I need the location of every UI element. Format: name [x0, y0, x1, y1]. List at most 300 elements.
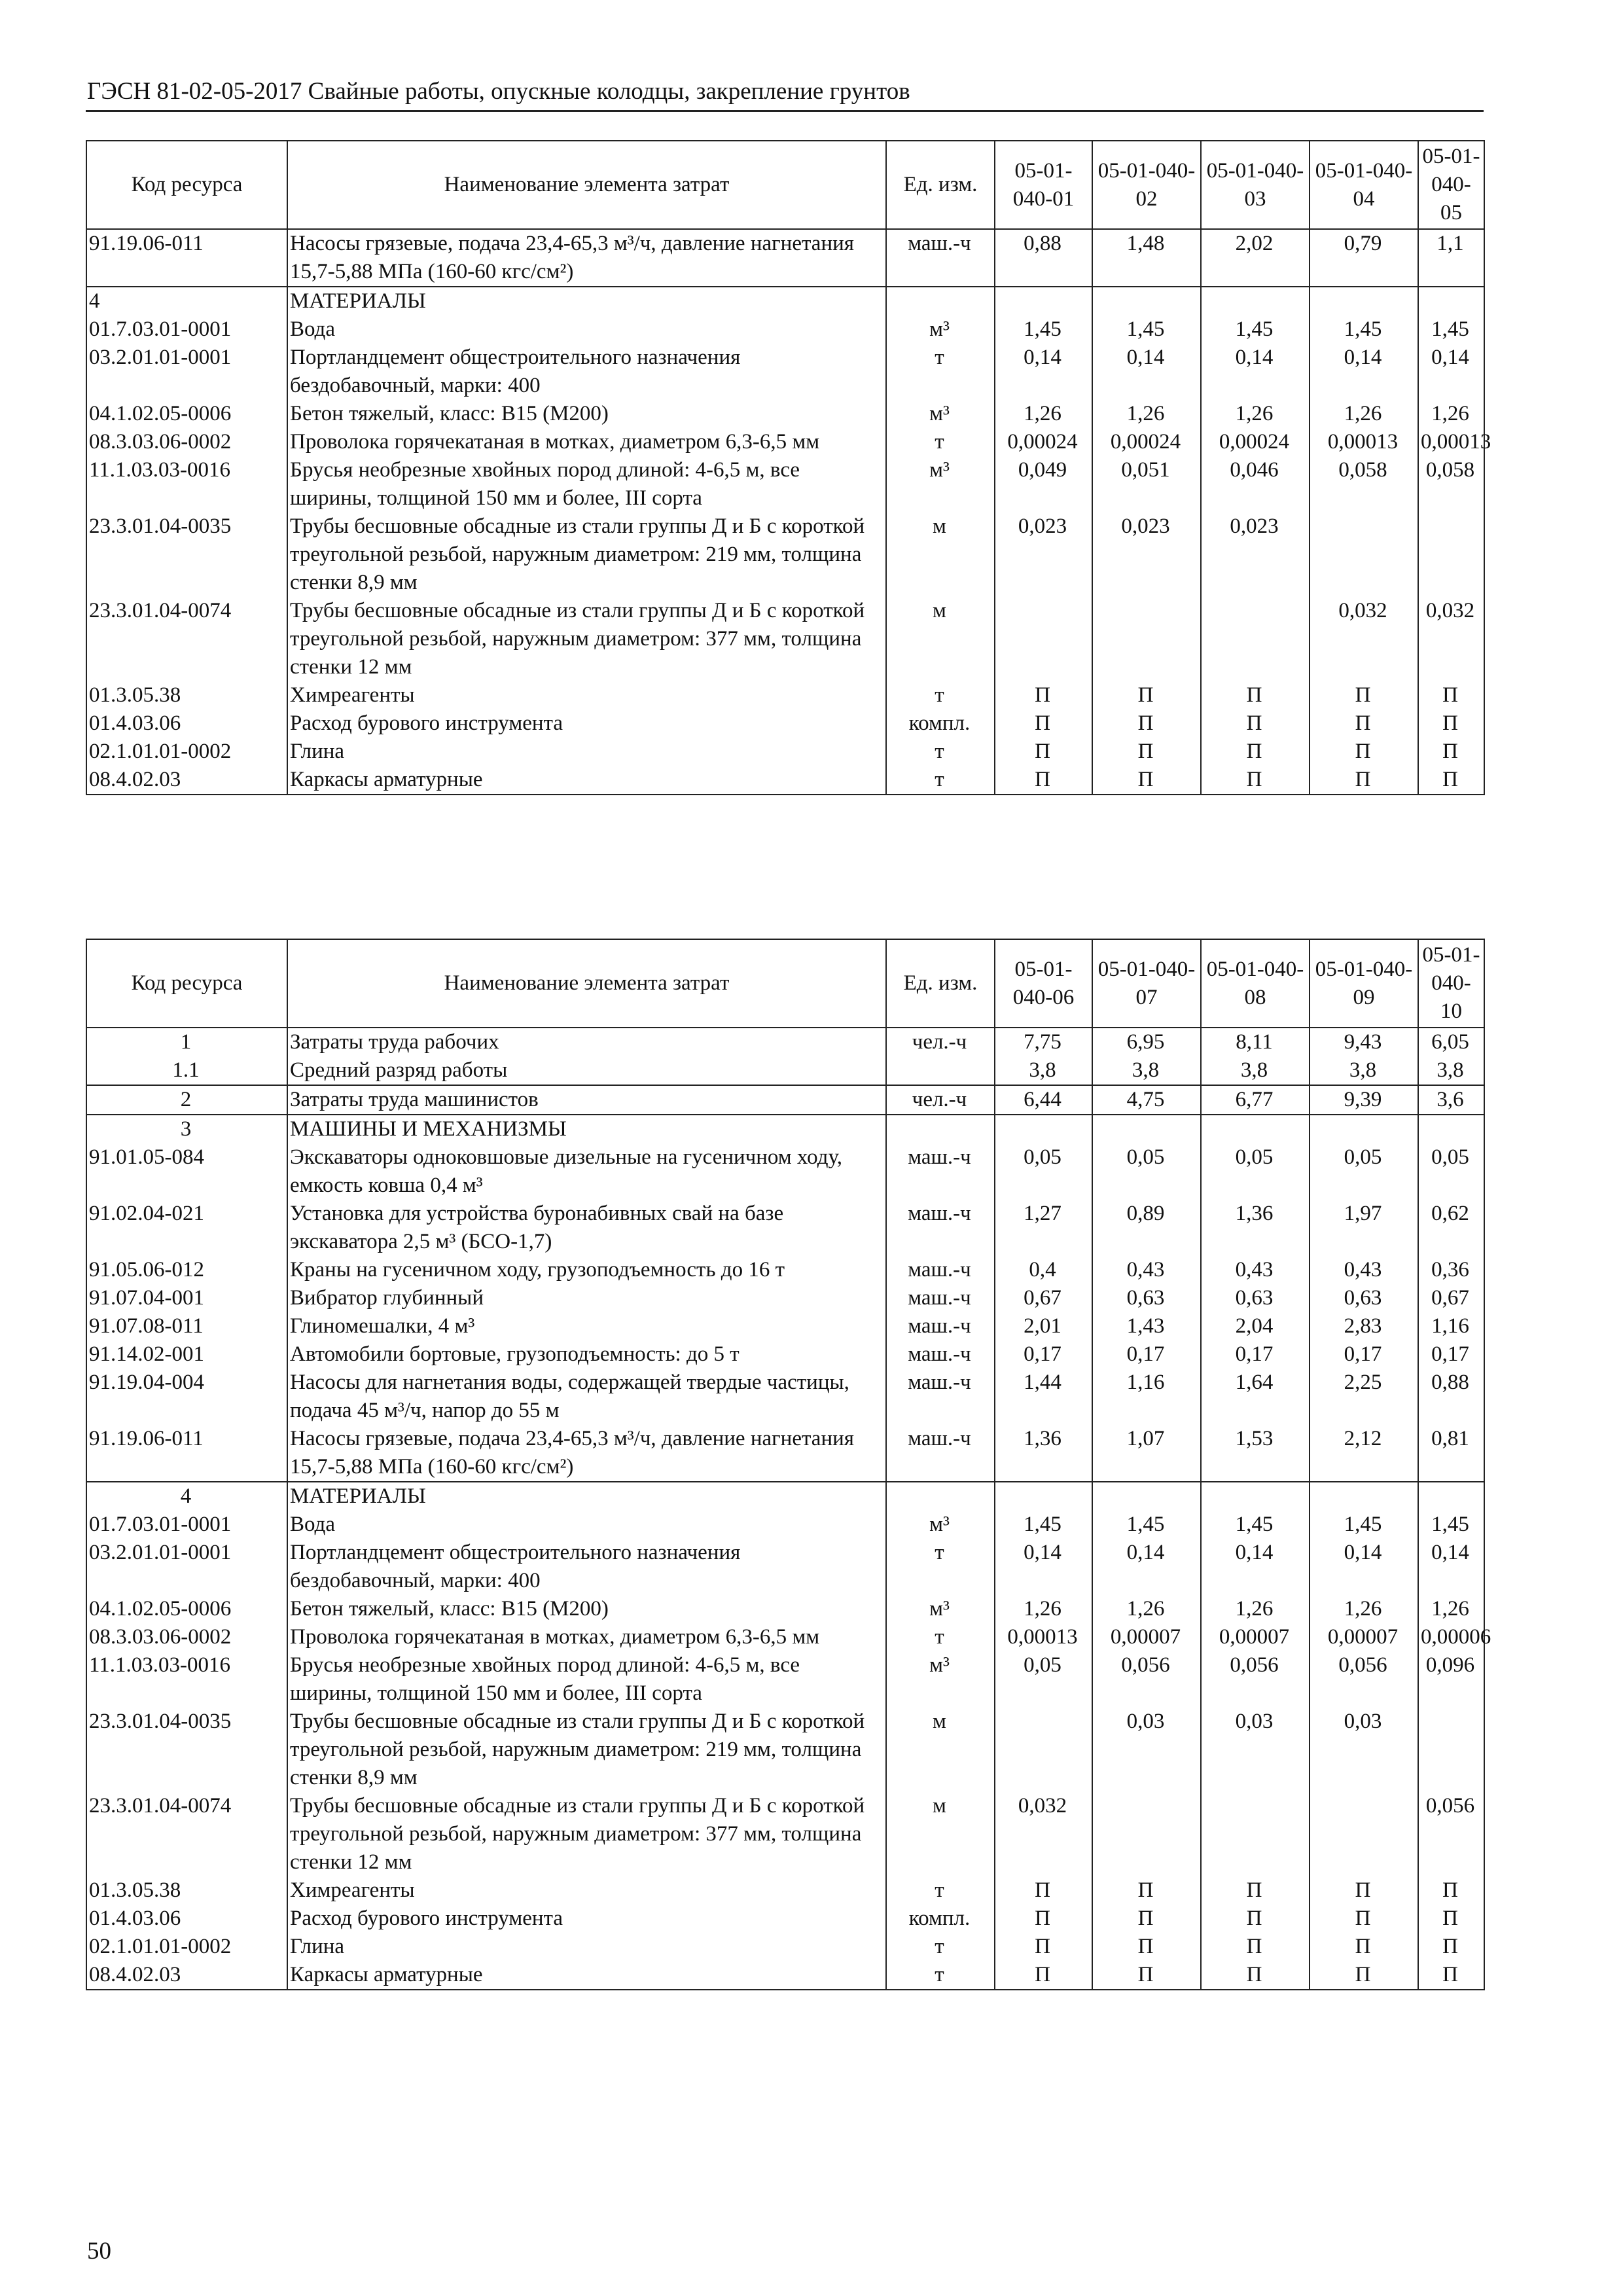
resource-code-cell: 11.1.03.03-0016	[86, 1651, 287, 1708]
norm-value-cell: 1,45	[1092, 315, 1201, 344]
norm-value-cell: 0,67	[1418, 1284, 1484, 1312]
norm-value-cell: 0,81	[1418, 1425, 1484, 1482]
unit-cell: м	[886, 1708, 995, 1792]
norm-value-cell: 0,00007	[1310, 1623, 1418, 1651]
resource-code-cell: 1.1	[86, 1056, 287, 1085]
norm-value-cell: П	[995, 738, 1092, 766]
table-row	[86, 1539, 1484, 1595]
unit-cell: м³	[886, 1511, 995, 1539]
norm-value-cell: П	[1201, 1933, 1310, 1961]
resource-code-cell: 3	[86, 1115, 287, 1143]
norm-value-cell: П	[1092, 709, 1201, 738]
document-header-title: ГЭСН 81-02-05-2017 Свайные работы, опускные колодцы, закрепление грунтов	[87, 78, 910, 105]
norm-value-cell	[1201, 1115, 1310, 1143]
resource-name-cell: Глина	[287, 738, 886, 766]
norm-value-cell: 0,63	[1092, 1284, 1201, 1312]
resource-name-cell: Бетон тяжелый, класс: В15 (М200)	[287, 400, 886, 428]
norm-value-cell: 3,8	[1418, 1056, 1484, 1085]
table-row	[86, 1623, 1484, 1651]
column-header-norm: 05-01-040-05	[1418, 141, 1484, 229]
resource-code-cell: 01.4.03.06	[86, 1905, 287, 1933]
norm-value-cell: 1,45	[1418, 1511, 1484, 1539]
table-row	[86, 400, 1484, 428]
norm-value-cell: П	[1092, 1933, 1201, 1961]
norm-value-cell: П	[1201, 681, 1310, 709]
resource-code-cell: 23.3.01.04-0074	[86, 1792, 287, 1876]
norm-value-cell: 1,45	[1418, 315, 1484, 344]
norm-value-cell	[1092, 1115, 1201, 1143]
resource-name-cell: Каркасы арматурные	[287, 766, 886, 795]
norm-value-cell: 0,00024	[995, 428, 1092, 456]
norm-value-cell: П	[1201, 1961, 1310, 1990]
norm-value-cell: П	[1310, 1876, 1418, 1905]
resource-code-cell: 23.3.01.04-0035	[86, 1708, 287, 1792]
resource-name-cell: Трубы бесшовные обсадные из стали группы Д и Б с короткой треугольной резьбой, наружным диаметром: 377 мм, толщина стенки 12 мм	[287, 597, 886, 681]
table-row	[86, 1284, 1484, 1312]
norm-value-cell: 1,26	[1310, 400, 1418, 428]
unit-cell: компл.	[886, 709, 995, 738]
norm-value-cell: П	[1418, 681, 1484, 709]
table-row	[86, 1312, 1484, 1340]
norm-value-cell: 0,14	[1092, 344, 1201, 400]
norm-value-cell: 0,023	[995, 512, 1092, 597]
resource-name-cell: Установка для устройства буронабивных свай на базе экскаватора 2,5 м³ (БСО-1,7)	[287, 1200, 886, 1256]
norm-value-cell: П	[1092, 681, 1201, 709]
resource-code-cell: 02.1.01.01-0002	[86, 1933, 287, 1961]
norm-value-cell: П	[1418, 1961, 1484, 1990]
norm-value-cell: 2,02	[1201, 229, 1310, 287]
resource-code-cell: 23.3.01.04-0035	[86, 512, 287, 597]
unit-cell: т	[886, 1933, 995, 1961]
norm-value-cell: 1,48	[1092, 229, 1201, 287]
table-row	[86, 1056, 1484, 1085]
table-header-row	[86, 141, 1484, 229]
norm-value-cell: 1,26	[1092, 400, 1201, 428]
norm-value-cell: П	[1418, 1905, 1484, 1933]
norm-value-cell: 0,05	[995, 1651, 1092, 1708]
norm-value-cell	[1092, 1482, 1201, 1511]
norm-value-cell: П	[1418, 738, 1484, 766]
norm-value-cell	[995, 1482, 1092, 1511]
resource-name-cell: Портландцемент общестроительного назначения бездобавочный, марки: 400	[287, 1539, 886, 1595]
page-number: 50	[87, 2238, 111, 2265]
norm-value-cell: 0,058	[1310, 456, 1418, 512]
column-header-norm: 05-01-040-02	[1092, 141, 1201, 229]
table-row	[86, 1792, 1484, 1876]
unit-cell: маш.-ч	[886, 1340, 995, 1369]
norm-value-cell: 1,45	[1310, 315, 1418, 344]
norm-value-cell: 1,26	[1201, 400, 1310, 428]
norm-value-cell: 0,88	[1418, 1369, 1484, 1425]
norm-value-cell	[1092, 1792, 1201, 1876]
norm-value-cell: 1,26	[1092, 1595, 1201, 1623]
unit-cell: т	[886, 428, 995, 456]
table-row	[86, 1200, 1484, 1256]
norm-value-cell: 0,63	[1201, 1284, 1310, 1312]
column-header-norm: 05-01-040-10	[1418, 939, 1484, 1028]
resource-code-cell: 01.3.05.38	[86, 681, 287, 709]
resource-code-cell: 01.7.03.01-0001	[86, 315, 287, 344]
norm-value-cell: 6,05	[1418, 1028, 1484, 1056]
norm-value-cell: 4,75	[1092, 1085, 1201, 1115]
resource-name-cell: Вибратор глубинный	[287, 1284, 886, 1312]
resource-name-cell: Расход бурового инструмента	[287, 1905, 886, 1933]
unit-cell: т	[886, 766, 995, 795]
norm-value-cell: 0,43	[1092, 1256, 1201, 1284]
norm-value-cell: 0,62	[1418, 1200, 1484, 1256]
table-row	[86, 1028, 1484, 1056]
resource-name-cell: МАТЕРИАЛЫ	[287, 287, 886, 315]
norm-value-cell: 0,032	[1418, 597, 1484, 681]
norm-value-cell: 2,25	[1310, 1369, 1418, 1425]
norm-value-cell: 0,67	[995, 1284, 1092, 1312]
norm-value-cell: П	[1310, 1905, 1418, 1933]
norm-value-cell: П	[1310, 766, 1418, 795]
norm-value-cell: 0,00013	[995, 1623, 1092, 1651]
resource-code-cell: 03.2.01.01-0001	[86, 1539, 287, 1595]
norm-value-cell: 0,17	[995, 1340, 1092, 1369]
norm-value-cell: 0,00013	[1418, 428, 1484, 456]
norm-value-cell: 6,95	[1092, 1028, 1201, 1056]
norm-value-cell: П	[995, 1905, 1092, 1933]
unit-cell: м	[886, 597, 995, 681]
norm-value-cell: 1,26	[1418, 1595, 1484, 1623]
table-row	[86, 1905, 1484, 1933]
norm-value-cell: 0,051	[1092, 456, 1201, 512]
norm-value-cell	[1310, 512, 1418, 597]
resource-name-cell: Трубы бесшовные обсадные из стали группы Д и Б с короткой треугольной резьбой, наружным диаметром: 219 мм, толщина стенки 8,9 мм	[287, 1708, 886, 1792]
norm-value-cell	[1201, 597, 1310, 681]
resource-code-cell: 91.05.06-012	[86, 1256, 287, 1284]
norm-value-cell: П	[1092, 738, 1201, 766]
norm-value-cell: 0,43	[1310, 1256, 1418, 1284]
table-row	[86, 1933, 1484, 1961]
table-row	[86, 1961, 1484, 1990]
norm-value-cell: П	[1092, 1905, 1201, 1933]
table-row	[86, 1115, 1484, 1143]
norm-value-cell: П	[1310, 738, 1418, 766]
column-header-code: Код ресурса	[86, 939, 287, 1028]
norm-value-cell: 0,79	[1310, 229, 1418, 287]
norm-value-cell: 0,14	[995, 344, 1092, 400]
table-row	[86, 1369, 1484, 1425]
norm-value-cell: 0,05	[1092, 1143, 1201, 1200]
norm-value-cell: 0,05	[995, 1143, 1092, 1200]
column-header-norm: 05-01-040-07	[1092, 939, 1201, 1028]
unit-cell: маш.-ч	[886, 1143, 995, 1200]
norm-value-cell: 1,53	[1201, 1425, 1310, 1482]
table-row	[86, 1651, 1484, 1708]
norm-value-cell: П	[1092, 1961, 1201, 1990]
unit-cell: т	[886, 1623, 995, 1651]
table-row	[86, 287, 1484, 315]
resource-name-cell: Бетон тяжелый, класс: В15 (М200)	[287, 1595, 886, 1623]
norm-value-cell: 1,26	[995, 1595, 1092, 1623]
table-row	[86, 512, 1484, 597]
norm-value-cell: 0,049	[995, 456, 1092, 512]
norm-value-cell: П	[995, 1961, 1092, 1990]
norm-value-cell: П	[1310, 1933, 1418, 1961]
table-row	[86, 709, 1484, 738]
norm-value-cell	[1418, 287, 1484, 315]
unit-cell	[886, 287, 995, 315]
norm-value-cell	[1310, 1792, 1418, 1876]
unit-cell: т	[886, 681, 995, 709]
resource-name-cell: Экскаваторы одноковшовые дизельные на гусеничном ходу, емкость ковша 0,4 м³	[287, 1143, 886, 1200]
resource-name-cell: Химреагенты	[287, 681, 886, 709]
resource-code-cell: 23.3.01.04-0074	[86, 597, 287, 681]
resource-name-cell: МАШИНЫ И МЕХАНИЗМЫ	[287, 1115, 886, 1143]
norm-value-cell: 1,64	[1201, 1369, 1310, 1425]
resource-name-cell: Трубы бесшовные обсадные из стали группы Д и Б с короткой треугольной резьбой, наружным диаметром: 219 мм, толщина стенки 8,9 мм	[287, 512, 886, 597]
table-header-row	[86, 939, 1484, 1028]
norm-value-cell: 1,45	[995, 315, 1092, 344]
norm-value-cell: 3,8	[1201, 1056, 1310, 1085]
table-row	[86, 315, 1484, 344]
norm-value-cell: 8,11	[1201, 1028, 1310, 1056]
norm-value-cell: П	[1310, 709, 1418, 738]
resource-code-cell: 01.7.03.01-0001	[86, 1511, 287, 1539]
unit-cell: чел.-ч	[886, 1028, 995, 1056]
unit-cell: т	[886, 344, 995, 400]
norm-value-cell: 0,032	[1310, 597, 1418, 681]
norm-value-cell: 0,032	[995, 1792, 1092, 1876]
unit-cell: маш.-ч	[886, 1369, 995, 1425]
resource-code-cell: 4	[86, 1482, 287, 1511]
norm-value-cell	[1310, 1482, 1418, 1511]
resource-code-cell: 1	[86, 1028, 287, 1056]
table-row	[86, 597, 1484, 681]
norm-value-cell: 0,17	[1418, 1340, 1484, 1369]
table-body	[86, 1028, 1491, 1990]
norm-value-cell: 0,056	[1310, 1651, 1418, 1708]
norm-value-cell: 1,97	[1310, 1200, 1418, 1256]
resource-code-cell: 91.19.06-011	[86, 229, 287, 287]
resource-name-cell: Портландцемент общестроительного назначения бездобавочный, марки: 400	[287, 344, 886, 400]
norm-value-cell: 0,36	[1418, 1256, 1484, 1284]
table-row	[86, 1143, 1484, 1200]
unit-cell: т	[886, 738, 995, 766]
norm-value-cell: П	[1418, 709, 1484, 738]
column-header-norm: 05-01-040-08	[1201, 939, 1310, 1028]
norm-value-cell: П	[995, 1933, 1092, 1961]
resource-name-cell: Глиномешалки, 4 м³	[287, 1312, 886, 1340]
resource-code-cell: 01.4.03.06	[86, 709, 287, 738]
norm-value-cell: 2,01	[995, 1312, 1092, 1340]
resource-table-2	[86, 939, 1491, 1990]
unit-cell	[886, 1482, 995, 1511]
table-row	[86, 1340, 1484, 1369]
norm-value-cell	[995, 1115, 1092, 1143]
resource-name-cell: Брусья необрезные хвойных пород длиной: 4-6,5 м, все ширины, толщиной 150 мм и более, III сорта	[287, 456, 886, 512]
resource-name-cell: Насосы грязевые, подача 23,4-65,3 м³/ч, давление нагнетания 15,7-5,88 МПа (160-60 кгс/см²)	[287, 229, 886, 287]
resource-name-cell: Расход бурового инструмента	[287, 709, 886, 738]
unit-cell: т	[886, 1539, 995, 1595]
resource-name-cell: Проволока горячекатаная в мотках, диаметром 6,3-6,5 мм	[287, 428, 886, 456]
resource-code-cell: 91.07.04-001	[86, 1284, 287, 1312]
norm-value-cell: 1,44	[995, 1369, 1092, 1425]
norm-value-cell: 0,14	[1310, 1539, 1418, 1595]
resource-code-cell: 08.3.03.06-0002	[86, 428, 287, 456]
table-row	[86, 738, 1484, 766]
resource-code-cell: 02.1.01.01-0002	[86, 738, 287, 766]
table-body	[86, 229, 1491, 795]
table-row	[86, 456, 1484, 512]
norm-value-cell: 0,023	[1092, 512, 1201, 597]
unit-cell: компл.	[886, 1905, 995, 1933]
resource-name-cell: Затраты труда рабочих	[287, 1028, 886, 1056]
norm-value-cell: 0,14	[995, 1539, 1092, 1595]
norm-value-cell: 0,05	[1418, 1143, 1484, 1200]
norm-value-cell: 0,14	[1310, 344, 1418, 400]
resource-code-cell: 91.19.04-004	[86, 1369, 287, 1425]
resource-name-cell: Брусья необрезные хвойных пород длиной: 4-6,5 м, все ширины, толщиной 150 мм и более, III сорта	[287, 1651, 886, 1708]
table-row	[86, 1708, 1484, 1792]
norm-value-cell: 7,75	[995, 1028, 1092, 1056]
norm-value-cell: 0,058	[1418, 456, 1484, 512]
norm-value-cell: 1,16	[1418, 1312, 1484, 1340]
unit-cell	[886, 1115, 995, 1143]
unit-cell: маш.-ч	[886, 1425, 995, 1482]
norm-value-cell: 1,45	[1310, 1511, 1418, 1539]
norm-value-cell: 0,89	[1092, 1200, 1201, 1256]
norm-value-cell: 0,00024	[1092, 428, 1201, 456]
resource-name-cell: Проволока горячекатаная в мотках, диаметром 6,3-6,5 мм	[287, 1623, 886, 1651]
header-rule	[86, 110, 1484, 112]
resource-code-cell: 01.3.05.38	[86, 1876, 287, 1905]
column-header-unit: Ед. изм.	[886, 939, 995, 1028]
norm-value-cell: 0,14	[1201, 344, 1310, 400]
unit-cell: маш.-ч	[886, 1284, 995, 1312]
norm-value-cell: 0,17	[1092, 1340, 1201, 1369]
norm-value-cell: 0,43	[1201, 1256, 1310, 1284]
norm-value-cell: 0,056	[1092, 1651, 1201, 1708]
norm-value-cell: 0,046	[1201, 456, 1310, 512]
norm-value-cell: 0,05	[1201, 1143, 1310, 1200]
norm-value-cell: 0,00007	[1092, 1623, 1201, 1651]
norm-value-cell: 0,4	[995, 1256, 1092, 1284]
norm-value-cell	[1201, 1482, 1310, 1511]
resource-code-cell: 03.2.01.01-0001	[86, 344, 287, 400]
table-row	[86, 1256, 1484, 1284]
unit-cell: т	[886, 1876, 995, 1905]
resource-code-cell: 91.14.02-001	[86, 1340, 287, 1369]
resource-name-cell: Затраты труда машинистов	[287, 1085, 886, 1115]
column-header-norm: 05-01-040-03	[1201, 141, 1310, 229]
norm-value-cell: П	[995, 709, 1092, 738]
resource-code-cell: 08.4.02.03	[86, 766, 287, 795]
resource-code-cell: 04.1.02.05-0006	[86, 400, 287, 428]
norm-value-cell	[995, 597, 1092, 681]
norm-value-cell: 0,17	[1201, 1340, 1310, 1369]
resource-name-cell: Вода	[287, 315, 886, 344]
norm-value-cell: 1,36	[995, 1425, 1092, 1482]
norm-value-cell: П	[1418, 1933, 1484, 1961]
column-header-norm: 05-01-040-01	[995, 141, 1092, 229]
norm-value-cell: 3,8	[1092, 1056, 1201, 1085]
resource-code-cell: 4	[86, 287, 287, 315]
resource-table-1	[86, 140, 1491, 795]
norm-value-cell: П	[1201, 738, 1310, 766]
norm-value-cell: 0,17	[1310, 1340, 1418, 1369]
norm-value-cell: 2,12	[1310, 1425, 1418, 1482]
norm-value-cell: 1,26	[1201, 1595, 1310, 1623]
unit-cell: маш.-ч	[886, 229, 995, 287]
resource-code-cell: 2	[86, 1085, 287, 1115]
resource-name-cell: Трубы бесшовные обсадные из стали группы Д и Б с короткой треугольной резьбой, наружным диаметром: 377 мм, толщина стенки 12 мм	[287, 1792, 886, 1876]
norm-value-cell: 0,00006	[1418, 1623, 1484, 1651]
norm-value-cell: П	[1092, 1876, 1201, 1905]
table-row	[86, 1511, 1484, 1539]
norm-value-cell: 0,03	[1310, 1708, 1418, 1792]
norm-value-cell: 1,36	[1201, 1200, 1310, 1256]
unit-cell: чел.-ч	[886, 1085, 995, 1115]
resource-code-cell: 91.07.08-011	[86, 1312, 287, 1340]
resource-code-cell: 91.19.06-011	[86, 1425, 287, 1482]
column-header-code: Код ресурса	[86, 141, 287, 229]
column-header-norm: 05-01-040-09	[1310, 939, 1418, 1028]
resource-name-cell: Каркасы арматурные	[287, 1961, 886, 1990]
resource-name-cell: Химреагенты	[287, 1876, 886, 1905]
table-row	[86, 1482, 1484, 1511]
norm-value-cell: П	[1201, 766, 1310, 795]
unit-cell	[886, 1056, 995, 1085]
column-header-norm: 05-01-040-06	[995, 939, 1092, 1028]
norm-value-cell: 0,14	[1201, 1539, 1310, 1595]
norm-value-cell: 3,8	[995, 1056, 1092, 1085]
table-row	[86, 1876, 1484, 1905]
norm-value-cell: 0,63	[1310, 1284, 1418, 1312]
resource-code-cell: 91.02.04-021	[86, 1200, 287, 1256]
norm-value-cell	[995, 287, 1092, 315]
unit-cell: маш.-ч	[886, 1256, 995, 1284]
unit-cell: маш.-ч	[886, 1312, 995, 1340]
table-row	[86, 344, 1484, 400]
norm-value-cell: 0,00013	[1310, 428, 1418, 456]
norm-value-cell: 0,88	[995, 229, 1092, 287]
norm-value-cell: 0,03	[1201, 1708, 1310, 1792]
norm-value-cell: 3,8	[1310, 1056, 1418, 1085]
norm-value-cell: П	[995, 681, 1092, 709]
norm-value-cell: 0,023	[1201, 512, 1310, 597]
norm-value-cell: 0,14	[1418, 1539, 1484, 1595]
norm-value-cell: П	[1201, 1905, 1310, 1933]
norm-value-cell: 1,43	[1092, 1312, 1201, 1340]
norm-value-cell: 2,83	[1310, 1312, 1418, 1340]
norm-value-cell: 0,00007	[1201, 1623, 1310, 1651]
norm-value-cell	[1201, 1792, 1310, 1876]
unit-cell: м	[886, 512, 995, 597]
resource-name-cell: МАТЕРИАЛЫ	[287, 1482, 886, 1511]
norm-value-cell: 1,45	[1092, 1511, 1201, 1539]
norm-value-cell	[1092, 287, 1201, 315]
norm-value-cell: П	[1310, 681, 1418, 709]
resource-code-cell: 04.1.02.05-0006	[86, 1595, 287, 1623]
norm-value-cell: П	[1092, 766, 1201, 795]
norm-value-cell: 0,056	[1201, 1651, 1310, 1708]
norm-value-cell: 0,00024	[1201, 428, 1310, 456]
resource-code-cell: 08.3.03.06-0002	[86, 1623, 287, 1651]
norm-value-cell	[1092, 597, 1201, 681]
norm-value-cell: 3,6	[1418, 1085, 1484, 1115]
norm-value-cell: 1,26	[1418, 400, 1484, 428]
norm-value-cell: 9,39	[1310, 1085, 1418, 1115]
norm-value-cell: П	[995, 766, 1092, 795]
norm-value-cell: 0,14	[1418, 344, 1484, 400]
norm-value-cell: 0,096	[1418, 1651, 1484, 1708]
norm-value-cell	[1310, 287, 1418, 315]
resource-code-cell: 08.4.02.03	[86, 1961, 287, 1990]
